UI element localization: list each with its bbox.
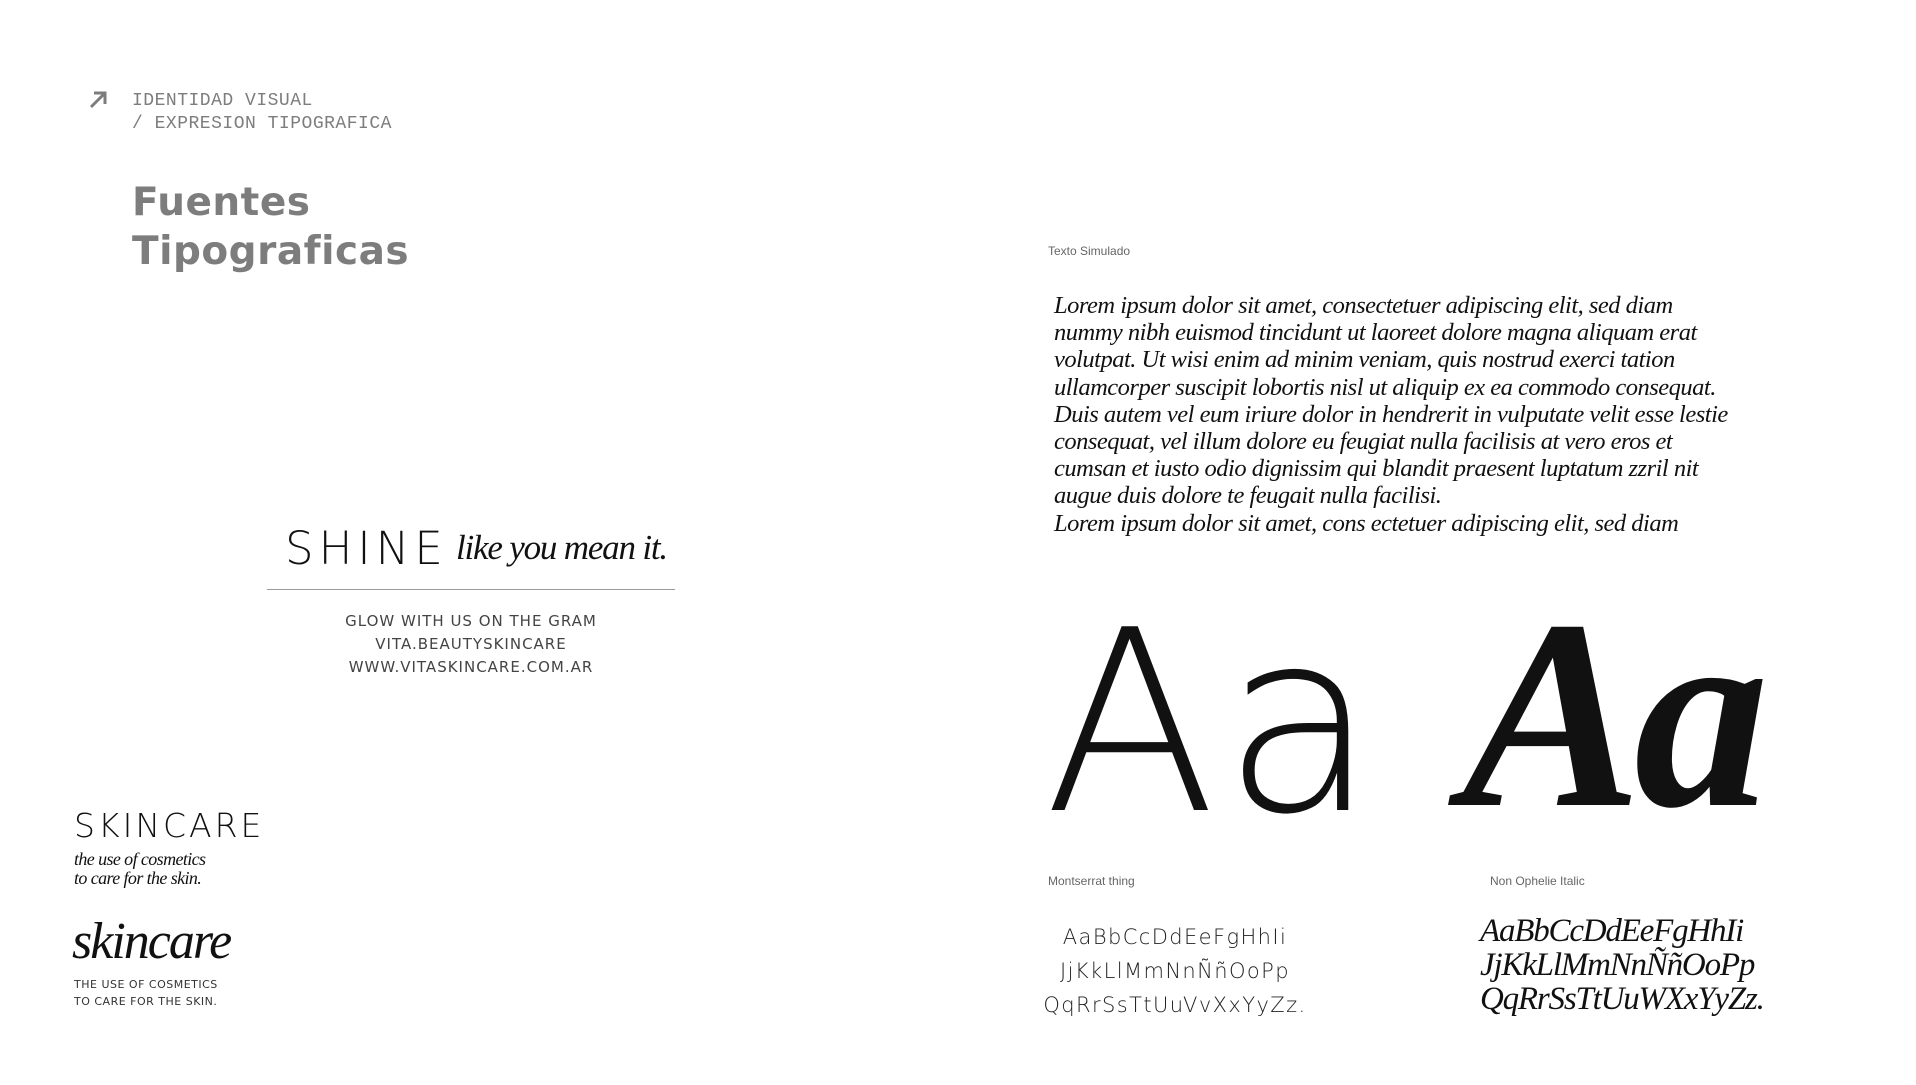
title-line-1: Fuentes [132, 180, 311, 225]
serif-glyph-sample: Aa [1462, 565, 1762, 864]
lorem-line: augue duis dolore te feugait nulla facilisi. [1054, 482, 1442, 510]
alphabet-line: AaBbCcDdEeFgHhIi [1062, 925, 1288, 949]
lorem-line: Lorem ipsum dolor sit amet, consectetuer adipiscing elit, sed diam [1054, 292, 1673, 319]
arrow-up-right-icon [86, 88, 110, 112]
lorem-line: cumsan et iusto odio dignissim qui blandit praesent luptatum zzril nit [1054, 455, 1699, 483]
small-caps-line: TO CARE FOR THE SKIN. [74, 995, 218, 1008]
alphabet-line: QqRrSsTtUuVvXxYyZz. [1043, 993, 1307, 1017]
alphabet-line: JjKkLlMmNnÑñOoPp [1480, 947, 1755, 983]
contact-block [267, 610, 675, 679]
serif-font-caption: Non Ophelie Italic [1490, 874, 1585, 888]
sans-glyph-sample: Aa [1044, 577, 1383, 870]
contact-line: GLOW WITH US ON THE GRAM [345, 612, 597, 630]
lorem-line: nummy nibh euismod tincidunt ut laoreet dolore magna aliquam erat [1054, 319, 1697, 347]
sans-font-caption: Montserrat thing [1048, 874, 1135, 888]
page-title [132, 178, 409, 276]
section-kicker [132, 90, 392, 136]
alphabet-line: QqRrSsTtUuWXxYyZz. [1480, 981, 1764, 1017]
sans-alphabet [1040, 920, 1310, 1022]
tagline-line: to care for the skin. [74, 868, 202, 888]
lorem-line: volutpat. Ut wisi enim ad minim veniam, quis nostrud exerci tation [1054, 346, 1675, 374]
texto-simulado-caption: Texto Simulado [1048, 244, 1131, 258]
tagline-line: the use of cosmetics [74, 849, 206, 869]
shine-word: SHINE [285, 522, 448, 575]
shine-divider [267, 589, 675, 590]
kicker-line-1: IDENTIDAD VISUAL [132, 91, 313, 111]
shine-script: like you mean it. [456, 528, 667, 567]
lorem-paragraph [1054, 292, 1814, 537]
lorem-line: Lorem ipsum dolor sit amet, cons ectetuer adipiscing elit, sed diam [1054, 509, 1679, 537]
contact-line: WWW.VITASKINCARE.COM.AR [348, 658, 594, 676]
alphabet-line: JjKkLlMmNnÑñOoPp [1060, 959, 1290, 983]
kicker-line-2: / EXPRESION TIPOGRAFICA [132, 114, 392, 134]
skincare-tagline [74, 850, 205, 888]
skincare-small-caps [74, 976, 218, 1010]
alphabet-line: AaBbCcDdEeFgHhIi [1480, 913, 1744, 949]
lorem-line: consequat, vel illum dolore eu feugiat nulla facilisis at vero eros et [1054, 428, 1673, 456]
lorem-line: ullamcorper suscipit lobortis nisl ut aliquip ex ea commodo consequat. [1054, 373, 1716, 401]
skincare-script-logo: skincare [72, 913, 231, 970]
serif-alphabet [1480, 914, 1764, 1016]
title-line-2: Tipograficas [132, 229, 410, 274]
contact-line: VITA.BEAUTYSKINCARE [375, 635, 567, 653]
skincare-caps-logo: SKINCARE [74, 806, 265, 845]
small-caps-line: THE USE OF COSMETICS [74, 978, 218, 991]
lorem-line: Duis autem vel eum iriure dolor in hendrerit in vulputate velit esse lestie [1054, 400, 1728, 428]
